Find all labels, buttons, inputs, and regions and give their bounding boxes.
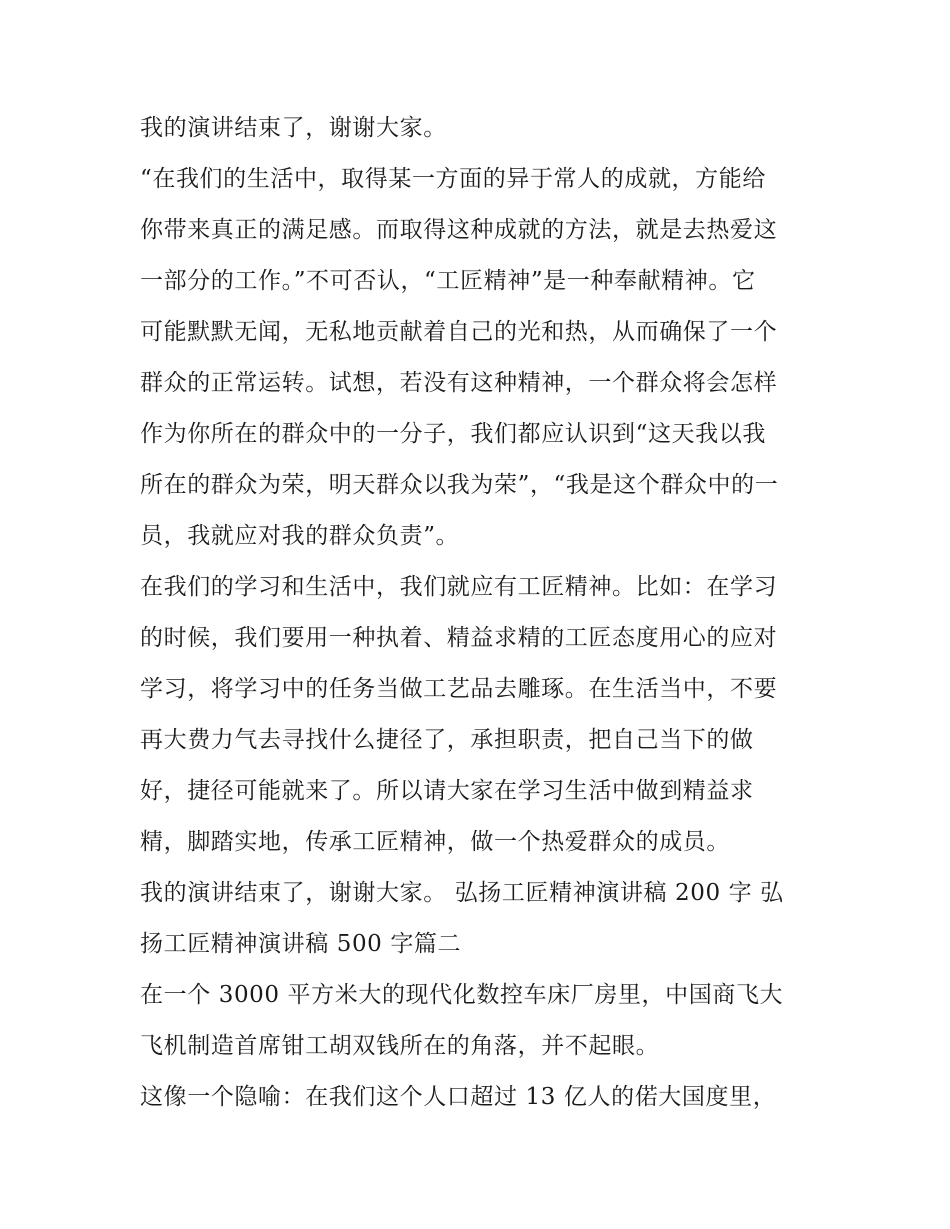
text-line: 再大费力气去寻找什么捷径了，承担职责，把自己当下的做 (140, 727, 754, 753)
text-line: “在我们的生活中，取得某一方面的异于常人的成就，方能给 (140, 166, 766, 192)
text-line: 员，我就应对我的群众负责”。 (140, 523, 460, 549)
text-line: 我的演讲结束了，谢谢大家。 (140, 115, 447, 141)
text-line: 一部分的工作。”不可否认，“工匠精神”是一种奉献精神。它 (140, 268, 756, 294)
text-line: 群众的正常运转。试想，若没有这种精神，一个群众将会怎样 (140, 370, 778, 396)
text-line: 的时候，我们要用一种执着、精益求精的工匠态度用心的应对 (140, 625, 778, 651)
text-line: 所在的群众为荣，明天群众以我为荣”，“我是这个群众中的一 (140, 472, 779, 498)
text-line: 精，脚踏实地，传承工匠精神，做一个热爱群众的成员。 (140, 829, 730, 855)
text-line: 扬工匠精神演讲稿 500 字篇二 (140, 931, 462, 957)
text-line: 可能默默无闻，无私地贡献着自己的光和热，从而确保了一个 (140, 319, 778, 345)
text-line: 在一个 3000 平方米大的现代化数控车床厂房里，中国商飞大 (140, 982, 784, 1008)
text-line: 在我们的学习和生活中，我们就应有工匠精神。比如：在学习 (140, 574, 778, 600)
text-line: 这像一个隐喻：在我们这个人口超过 13 亿人的偌大国度里， (140, 1084, 777, 1110)
text-line: 好，捷径可能就来了。所以请大家在学习生活中做到精益求 (140, 778, 754, 804)
document-body (140, 103, 820, 1123)
text-line: 你带来真正的满足感。而取得这种成就的方法，就是去热爱这 (140, 217, 778, 243)
text-line: 我的演讲结束了，谢谢大家。 弘扬工匠精神演讲稿 200 字 弘 (140, 880, 784, 906)
text-line: 学习，将学习中的任务当做工艺品去雕琢。在生活当中，不要 (140, 676, 778, 702)
text-line: 飞机制造首席钳工胡双钱所在的角落，并不起眼。 (140, 1033, 660, 1059)
text-line: 作为你所在的群众中的一分子，我们都应认识到“这天我以我 (140, 421, 766, 447)
